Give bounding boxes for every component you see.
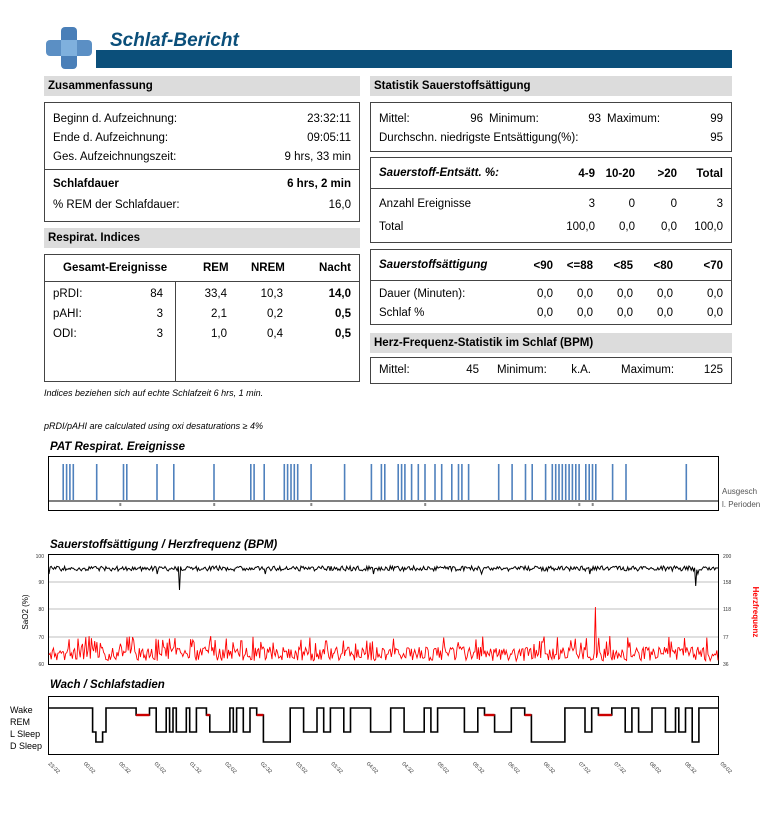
pat-event-bar: [458, 464, 460, 500]
oxy-heading: Statistik Sauerstoffsättigung: [370, 76, 732, 96]
logo-icon: [44, 26, 94, 70]
pat-event-bar: [404, 464, 406, 500]
stage-label-deep: D Sleep: [10, 741, 43, 751]
rem-value: 16,0: [328, 199, 351, 211]
pat-event-bar: [434, 464, 436, 500]
oxy-mean-label: Mittel:: [379, 113, 410, 125]
oxy-min-label: Minimum:: [489, 113, 539, 125]
hr-max-label: Maximum:: [621, 364, 675, 376]
spo2-tick-label: 80: [38, 607, 44, 613]
resp-heading: Respirat. Indices: [44, 228, 360, 248]
col-nrem: NREM: [251, 262, 285, 274]
sat-col: <80: [653, 260, 673, 272]
pat-event-bar: [126, 464, 128, 500]
pat-event-bar: [498, 464, 500, 500]
resp-row-nrem: 0,4: [267, 328, 283, 340]
pat-event-bar: [344, 464, 346, 500]
desat-col: 10-20: [605, 168, 635, 180]
hr-mean-value: 45: [466, 364, 479, 376]
start-value: 23:32:11: [307, 113, 351, 125]
oxy-avg-low-label: Durchschn. niedrigste Entsättigung(%):: [379, 132, 579, 144]
resp-note-2: pRDI/pAHI are calculated using oxi desaturations ≥ 4%: [44, 421, 264, 431]
pat-event-bar: [441, 464, 443, 500]
pat-event-bar: [213, 464, 215, 500]
sleep-pct-value: 0,0: [657, 307, 673, 319]
hr-ylabel: Herzfrequenz: [751, 586, 760, 638]
hr-max-value: 125: [703, 364, 723, 376]
total-label: Ges. Aufzeichnungszeit:: [53, 151, 177, 163]
desat-table: [370, 157, 732, 243]
pat-event-bar: [69, 464, 71, 500]
page-title: Schlaf-Bericht: [110, 30, 239, 51]
pat-event-bar: [156, 464, 158, 500]
dur-label: Dauer (Minuten):: [379, 288, 466, 300]
stage-label-light: L Sleep: [10, 729, 41, 739]
hr-tick-label: 118: [723, 607, 731, 613]
pat-event-bar: [578, 464, 580, 500]
time-tick-label: 08:02: [647, 761, 662, 776]
pat-event-bar: [565, 464, 567, 500]
dur-value: 0,0: [657, 288, 673, 300]
total-value: 0,0: [661, 221, 677, 233]
pat-event-bar: [511, 464, 513, 500]
time-tick-label: 08:32: [683, 761, 698, 776]
pat-event-bar: [572, 464, 574, 500]
spo2-chart: [20, 552, 760, 668]
time-tick-label: 02:02: [223, 761, 238, 776]
pat-event-bar: [310, 464, 312, 500]
pat-event-bar: [531, 464, 533, 500]
pat-title: PAT Respirat. Ereignisse: [50, 441, 186, 453]
oxy-box: [370, 102, 732, 152]
col-rem: REM: [203, 262, 229, 274]
oxy-mean-value: 96: [470, 113, 483, 125]
sleep-label: Schlafdauer: [53, 178, 119, 190]
time-tick-label: 05:32: [470, 761, 485, 776]
oxy-min-value: 93: [588, 113, 601, 125]
pat-event-bar: [397, 464, 399, 500]
pat-event-bar: [558, 464, 560, 500]
pat-event-bar: [525, 464, 527, 500]
pat-event-bar: [384, 464, 386, 500]
sleep-pct-value: 0,0: [707, 307, 723, 319]
time-tick-label: 01:02: [152, 761, 167, 776]
pat-event-bar: [297, 464, 299, 500]
pat-event-bar: [62, 464, 64, 500]
col-events: Gesamt-Ereignisse: [63, 262, 168, 274]
spo2-tick-label: 90: [38, 580, 44, 586]
pat-event-bar: [612, 464, 614, 500]
resp-row-events: 84: [150, 288, 163, 300]
stages-chart: [48, 696, 720, 756]
sat-table: [370, 249, 732, 325]
desat-col: Total: [696, 168, 723, 180]
stage-label-rem: REM: [10, 717, 30, 727]
resp-note-1: Indices beziehen sich auf echte Schlafzeit 6 hrs, 1 min.: [44, 388, 264, 398]
time-tick-label: 09:02: [718, 761, 733, 776]
sleep-pct-value: 0,0: [537, 307, 553, 319]
time-tick-label: 00:32: [117, 761, 132, 776]
dur-value: 0,0: [707, 288, 723, 300]
total-value: 0,0: [619, 221, 635, 233]
pat-event-bar: [253, 464, 255, 500]
count-value: 3: [716, 198, 723, 210]
resp-row-label: ODI:: [53, 328, 77, 340]
hr-tick-label: 158: [723, 580, 732, 586]
pat-event-bar: [592, 464, 594, 500]
sleep-value: 6 hrs, 2 min: [287, 178, 351, 190]
pat-legend-1: Ausgesch: [722, 487, 758, 496]
sleep-pct-value: 0,0: [617, 307, 633, 319]
rem-label: % REM der Schlafdauer:: [53, 199, 180, 211]
spo2-title: Sauerstoffsättigung / Herzfrequenz (BPM): [50, 539, 278, 551]
pat-event-bar: [568, 464, 570, 500]
hr-heading: Herz-Frequenz-Statistik im Schlaf (BPM): [370, 333, 732, 353]
resp-row-rem: 33,4: [204, 288, 227, 300]
end-value: 09:05:11: [307, 132, 351, 144]
total-value: 100,0: [566, 221, 595, 233]
spo2-tick-label: 60: [38, 662, 44, 668]
sleep-pct-value: 0,0: [577, 307, 593, 319]
sat-col: <=88: [566, 260, 593, 272]
pat-event-bar: [585, 464, 587, 500]
pat-event-bar: [424, 464, 426, 500]
sat-col: <85: [613, 260, 633, 272]
time-axis: [30, 756, 740, 790]
count-label: Anzahl Ereignisse: [379, 198, 472, 210]
pat-event-bar: [562, 464, 564, 500]
col-night: Nacht: [319, 262, 351, 274]
pat-event-bar: [284, 464, 286, 500]
start-label: Beginn d. Aufzeichnung:: [53, 113, 178, 125]
stages-title: Wach / Schlafstadien: [50, 679, 165, 691]
time-tick-label: 02:32: [258, 761, 273, 776]
desat-label: Sauerstoff-Entsätt. %:: [379, 167, 499, 179]
summary-box: [44, 102, 360, 222]
pat-event-bar: [294, 464, 296, 500]
count-value: 0: [670, 198, 677, 210]
time-tick-label: 23:32: [46, 761, 61, 776]
pat-period-mark: [592, 503, 594, 506]
sleep-pct-label: Schlaf %: [379, 307, 425, 319]
hr-box: [370, 357, 732, 384]
summary-heading: Zusammenfassung: [44, 76, 360, 96]
desat-col: 4-9: [578, 168, 595, 180]
pat-event-bar: [287, 464, 289, 500]
oxy-max-label: Maximum:: [607, 113, 661, 125]
resp-row-nrem: 10,3: [260, 288, 283, 300]
total-label: Total: [379, 221, 404, 233]
time-tick-label: 05:02: [435, 761, 450, 776]
count-value: 3: [588, 198, 595, 210]
resp-row-events: 3: [156, 328, 163, 340]
resp-row-rem: 1,0: [211, 328, 227, 340]
dur-value: 0,0: [577, 288, 593, 300]
resp-row-label: pRDI:: [53, 288, 83, 300]
resp-table: [44, 254, 360, 382]
pat-period-mark: [424, 503, 426, 506]
pat-event-bar: [123, 464, 125, 500]
count-value: 0: [628, 198, 635, 210]
time-tick-label: 01:32: [188, 761, 203, 776]
time-tick-label: 04:02: [364, 761, 379, 776]
pat-event-bar: [290, 464, 292, 500]
oxy-max-value: 99: [710, 113, 723, 125]
time-tick-label: 06:32: [541, 761, 556, 776]
pat-event-bar: [401, 464, 403, 500]
resp-row-events: 3: [156, 308, 163, 320]
time-tick-label: 00:02: [81, 761, 96, 776]
sat-col: <90: [533, 260, 553, 272]
time-tick-label: 06:02: [506, 761, 521, 776]
pat-period-mark: [119, 503, 121, 506]
time-tick-label: 03:02: [294, 761, 309, 776]
hr-tick-label: 200: [723, 554, 732, 560]
pat-event-bar: [595, 464, 597, 500]
time-tick-label: 07:32: [612, 761, 627, 776]
pat-event-bar: [545, 464, 547, 500]
resp-row-label: pAHI:: [53, 308, 82, 320]
pat-event-bar: [552, 464, 554, 500]
pat-event-bar: [686, 464, 688, 500]
spo2-tick-label: 70: [38, 635, 44, 641]
stage-label-wake: Wake: [10, 705, 33, 715]
spo2-tick-label: 100: [35, 554, 44, 560]
dur-value: 0,0: [617, 288, 633, 300]
pat-event-bar: [575, 464, 577, 500]
time-tick-label: 07:02: [577, 761, 592, 776]
hr-mean-label: Mittel:: [379, 364, 410, 376]
dur-value: 0,0: [537, 288, 553, 300]
hr-min-value: k.A.: [571, 364, 591, 376]
pat-event-bar: [263, 464, 265, 500]
pat-legend-2: l. Perioden: [722, 500, 761, 509]
pat-event-bar: [73, 464, 75, 500]
pat-event-bar: [66, 464, 68, 500]
pat-event-bar: [468, 464, 470, 500]
hr-min-label: Minimum:: [497, 364, 547, 376]
pat-event-bar: [451, 464, 453, 500]
resp-row-night: 0,5: [335, 308, 351, 320]
total-value: 9 hrs, 33 min: [284, 151, 351, 163]
sat-col: <70: [703, 260, 723, 272]
pat-period-mark: [578, 503, 580, 506]
hr-tick-label: 36: [723, 662, 729, 668]
resp-row-nrem: 0,2: [267, 308, 283, 320]
pat-event-bar: [418, 464, 420, 500]
pat-event-bar: [411, 464, 413, 500]
pat-event-bar: [381, 464, 383, 500]
hr-tick-label: 77: [723, 635, 729, 641]
pat-event-bar: [555, 464, 557, 500]
pat-event-bar: [371, 464, 373, 500]
resp-row-rem: 2,1: [211, 308, 227, 320]
time-tick-label: 03:32: [329, 761, 344, 776]
sat-label: Sauerstoffsättigung: [379, 259, 488, 271]
pat-event-bar: [625, 464, 627, 500]
pat-event-bar: [588, 464, 590, 500]
spo2-ylabel: SaO2 (%): [21, 594, 30, 630]
pat-event-bar: [250, 464, 252, 500]
pat-period-mark: [213, 503, 215, 506]
end-label: Ende d. Aufzeichnung:: [53, 132, 169, 144]
pat-period-mark: [310, 503, 312, 506]
time-tick-label: 04:32: [400, 761, 415, 776]
stage-labels: [10, 704, 42, 752]
resp-row-night: 14,0: [328, 288, 351, 300]
desat-col: >20: [657, 168, 677, 180]
pat-event-bar: [461, 464, 463, 500]
total-value: 100,0: [694, 221, 723, 233]
resp-row-night: 0,5: [335, 328, 351, 340]
oxy-avg-low-value: 95: [710, 132, 723, 144]
pat-event-bar: [173, 464, 175, 500]
pat-chart: [48, 456, 720, 512]
pat-event-bar: [96, 464, 98, 500]
